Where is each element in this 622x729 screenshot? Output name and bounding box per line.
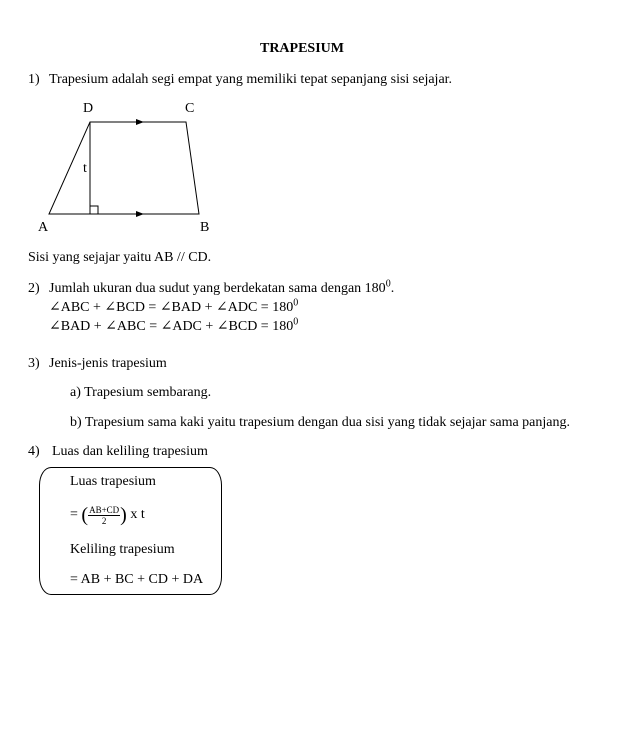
item-3a-text: a) Trapesium sembarang.	[70, 385, 212, 400]
luas-formula: = ( $\frac{AB+CD}{2}$ ) x t	[70, 504, 145, 526]
trapezoid-shape	[49, 122, 199, 214]
parallel-arrow-top	[136, 119, 144, 125]
height-label: t	[83, 161, 87, 176]
item-2-number: 2)	[28, 281, 40, 296]
page-title: TRAPESIUM	[259, 41, 344, 56]
item-4-text: Luas dan keliling trapesium	[52, 444, 208, 459]
item-2-text: Jumlah ukuran dua sudut yang berdekatan sama dengan $180^0$.	[49, 278, 395, 296]
luas-label: Luas trapesium	[70, 474, 156, 489]
item-1-number: 1)	[28, 72, 40, 87]
item-1-text: Trapesium adalah segi empat yang memiliki tepat sepanjang sisi sejajar.	[49, 72, 453, 87]
item-3b-text: b) Trapesium sama kaki yaitu trapesium dengan dua sisi yang tidak sejajar sama panjang.	[70, 415, 570, 430]
vertex-a-label: A	[38, 220, 49, 235]
item-3-text: Jenis-jenis trapesium	[49, 356, 167, 371]
vertex-d-label: D	[83, 101, 94, 116]
vertex-c-label: C	[185, 101, 195, 116]
luas-fraction: $\frac{AB+CD}{2}$	[89, 504, 120, 526]
keliling-formula: = AB + BC + CD + DA	[70, 572, 204, 587]
angle-equation-2: ∠BAD + ∠ABC = ∠ADC + ∠BCD = $180^0$	[49, 316, 299, 334]
item-4-number: 4)	[28, 444, 40, 459]
right-angle-marker	[90, 206, 98, 214]
angle-equation-1: ∠ABC + ∠BCD = ∠BAD + ∠ADC = $180^0$	[49, 297, 299, 315]
vertex-b-label: B	[200, 220, 210, 235]
parallel-sides-text: Sisi yang sejajar yaitu AB // CD.	[28, 250, 212, 265]
item-3-number: 3)	[28, 356, 40, 371]
parallel-arrow-bottom	[136, 211, 144, 217]
keliling-label: Keliling trapesium	[70, 542, 175, 557]
